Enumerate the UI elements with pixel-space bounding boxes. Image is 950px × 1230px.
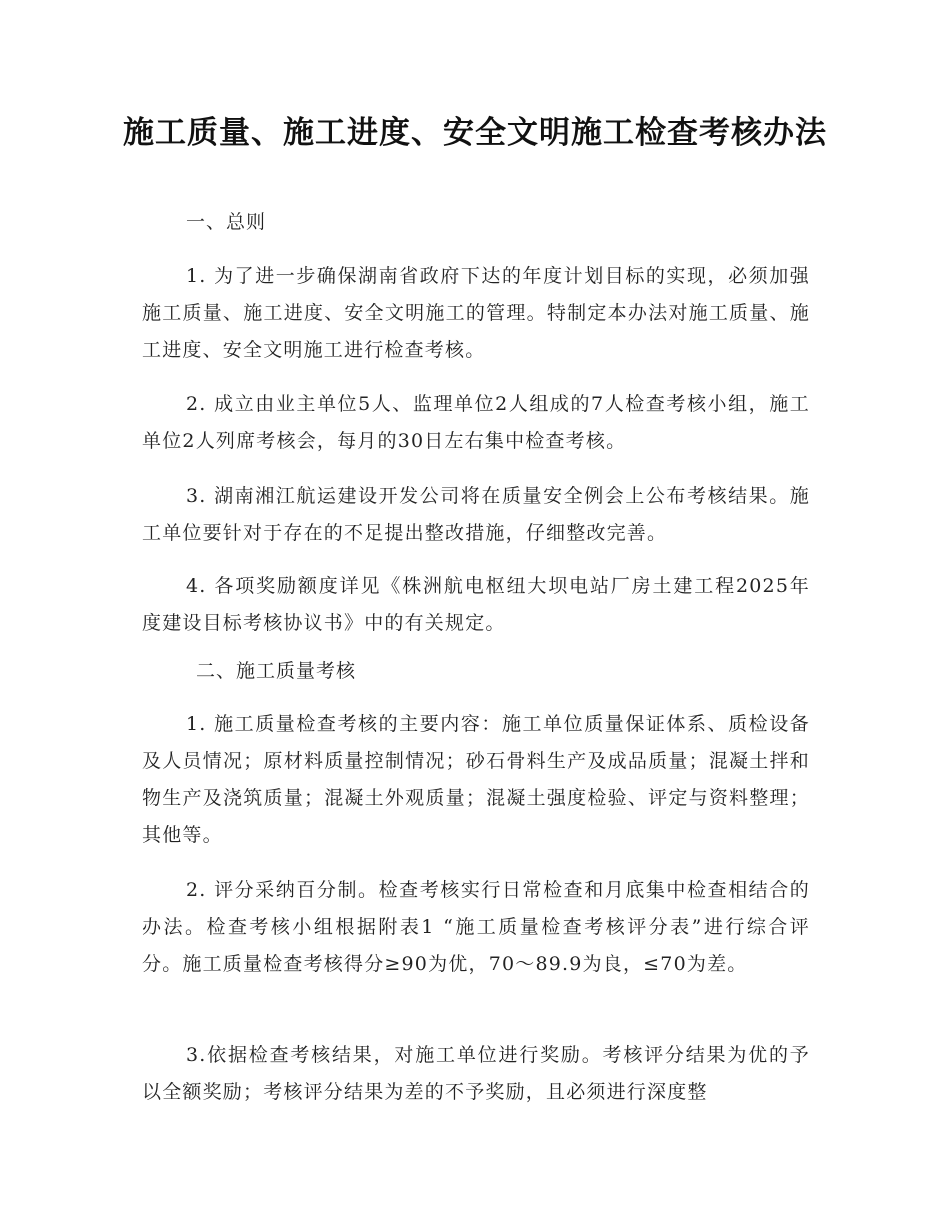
- section-heading-general: 一、总则: [186, 211, 267, 233]
- paragraph-quality-1: 1. 施工质量检查考核的主要内容：施工单位质量保证体系、质检设备及人员情况；原材料质量控制情况；砂石骨料生产及成品质量；混凝土拌和物生产及浇筑质量；混凝土外观质量；混凝土强度检验、评定与资料整理；其他等。: [142, 713, 810, 846]
- paragraph-general-4: 4. 各项奖励额度详见《株洲航电枢纽大坝电站厂房土建工程2025年度建设目标考核协议书》中的有关规定。: [142, 575, 810, 634]
- paragraph-general-3: 3. 湖南湘江航运建设开发公司将在质量安全例会上公布考核结果。施工单位要针对于存在的不足提出整改措施，仔细整改完善。: [142, 485, 810, 544]
- paragraph-quality-3: 3.依据检查考核结果，对施工单位进行奖励。考核评分结果为优的予以全额奖励；考核评分结果为差的不予奖励，且必须进行深度整: [142, 1044, 810, 1103]
- paragraph-general-1: 1. 为了进一步确保湖南省政府下达的年度计划目标的实现，必须加强施工质量、施工进度、安全文明施工的管理。特制定本办法对施工质量、施工进度、安全文明施工进行检查考核。: [142, 265, 810, 361]
- paragraph-quality-2: 2. 评分采纳百分制。检查考核实行日常检查和月底集中检查相结合的办法。检查考核小组根据附表1 “施工质量检查考核评分表”进行综合评分。施工质量检查考核得分≥90为优，70～89.9为良，≤70为差。: [142, 879, 810, 975]
- paragraph-general-2: 2. 成立由业主单位5人、监理单位2人组成的7人检查考核小组，施工单位2人列席考核会，每月的30日左右集中检查考核。: [142, 393, 810, 452]
- document-title: 施工质量、施工进度、安全文明施工检查考核办法: [123, 115, 827, 151]
- section-heading-quality: 二、施工质量考核: [196, 660, 357, 682]
